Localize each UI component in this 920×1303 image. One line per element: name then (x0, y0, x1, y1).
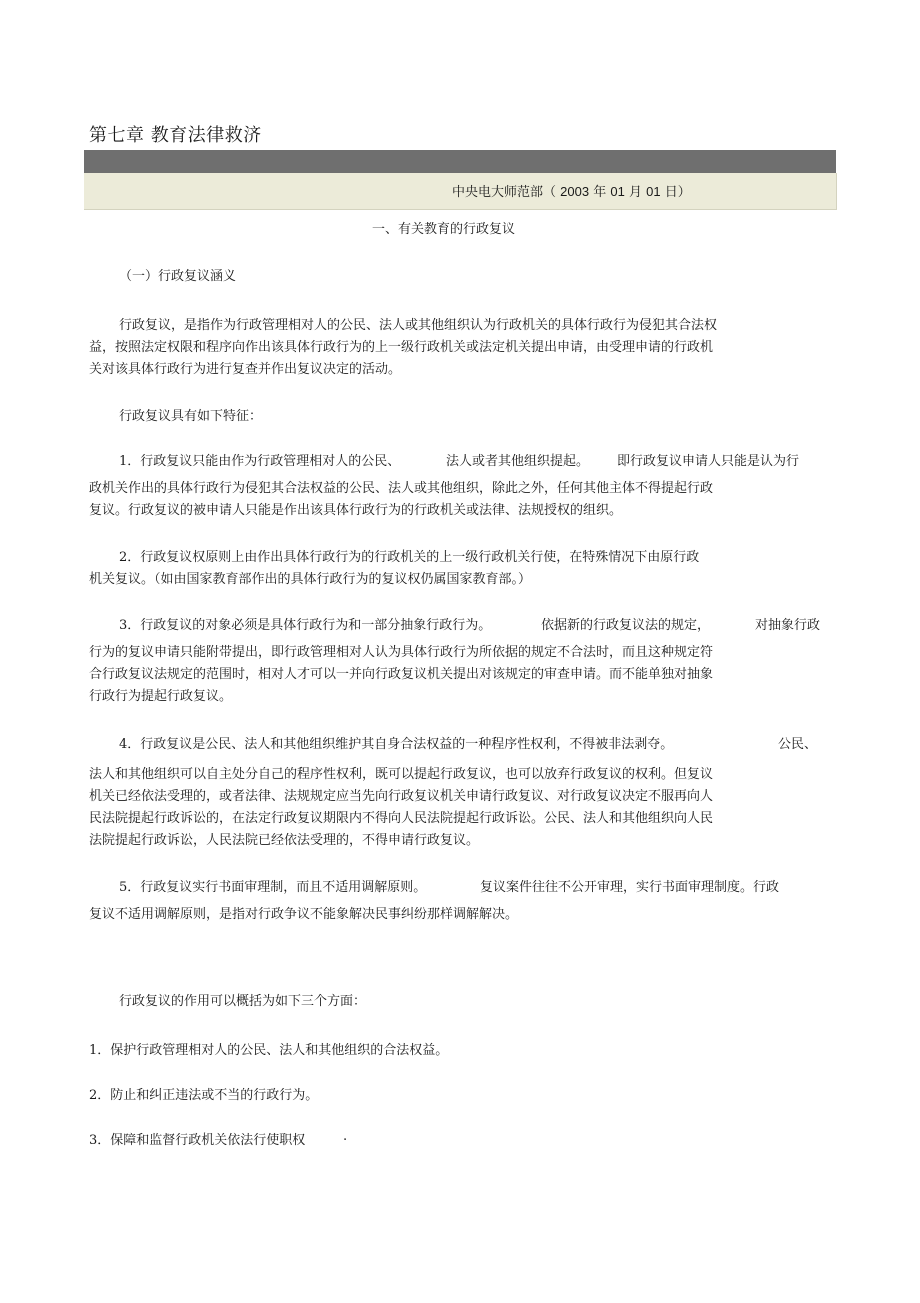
feature-2-line-2: 机关复议。（如由国家教育部作出的具体行政行为的复议权仍属国家教育部。） (89, 572, 532, 587)
feature-1-line-3: 复议。行政复议的被申请人只能是作出该具体行政行为的行政机关或法律、法规授权的组织。 (89, 503, 623, 518)
byline (452, 181, 691, 200)
byline-month: 01 (610, 184, 625, 199)
byline-month-char: 月 (628, 185, 642, 200)
role-item-2: 2．防止和纠正违法或不当的行政行为。 (89, 1088, 319, 1103)
role-item-3: 3．保障和监督行政机关依法行使职权 (89, 1133, 306, 1148)
feature-1-line-2: 政机关作出的具体行政行为侵犯其合法权益的公民、法人或其他组织，除此之外，任何其他主体不得提起行政 (89, 481, 714, 496)
header-bar (84, 150, 836, 173)
byline-day: 01 (646, 184, 661, 199)
feature-3-line-2: 行为的复议申请只能附带提出，即行政管理相对人认为具体行政行为所依据的规定不合法时，而且这种规定符 (89, 645, 714, 660)
feature-3-line-4: 行政行为提起行政复议。 (89, 689, 233, 704)
feature-3-line-3: 合行政复议法规定的范围时，相对人才可以一并向行政复议机关提出对该规定的审查申请。而不能单独对抽象 (89, 667, 714, 682)
role-item-1: 1．保护行政管理相对人的公民、法人和其他组织的合法权益。 (89, 1043, 449, 1058)
feature-1-part-b: 法人或者其他组织提起。 (446, 454, 590, 469)
feature-5-part-a: 5．行政复议实行书面审理制，而且不适用调解原则。 (119, 880, 427, 895)
byline-day-char: 日） (664, 185, 691, 200)
byline-year-char: 年 (593, 185, 607, 200)
page-title: 第七章 教育法律救济 (89, 125, 262, 146)
feature-3-part-c: 对抽象行政 (755, 618, 821, 633)
role-intro: 行政复议的作用可以概括为如下三个方面： (119, 994, 367, 1009)
feature-5-line-2: 复议不适用调解原则，是指对行政争议不能象解决民事纠纷那样调解解决。 (89, 907, 519, 922)
feature-1-part-c: 即行政复议申请人只能是认为行 (617, 454, 800, 469)
feature-4-line-4: 民法院提起行政诉讼的，在法定行政复议期限内不得向人民法院提起行政诉讼。公民、法人和其他组织向人民 (89, 811, 714, 826)
feature-4-part-a: 4．行政复议是公民、法人和其他组织维护其自身合法权益的一种程序性权利，不得被非法剥夺。 (119, 737, 674, 752)
role-item-3-end-mark: . (343, 1129, 348, 1144)
section-heading: 一、有关教育的行政复议 (372, 222, 516, 237)
feature-4-line-3: 机关已经依法受理的，或者法律、法规规定应当先向行政复议机关申请行政复议、对行政复议决定不服再向人 (89, 789, 714, 804)
feature-4-part-b: 公民、 (778, 737, 818, 752)
feature-1-part-a: 1．行政复议只能由作为行政管理相对人的公民、 (119, 454, 401, 469)
definition-line-1: 行政复议，是指作为行政管理相对人的公民、法人或其他组织认为行政机关的具体行政行为侵犯其合法权 (119, 318, 718, 333)
definition-line-3: 关对该具体行政行为进行复查并作出复议决定的活动。 (89, 362, 402, 377)
feature-4-line-2: 法人和其他组织可以自主处分自己的程序性权利，既可以提起行政复议，也可以放弃行政复议的权利。但复议 (89, 767, 714, 782)
feature-2-line-1: 2．行政复议权原则上由作出具体行政行为的行政机关的上一级行政机关行使，在特殊情况下由原行政 (119, 550, 700, 565)
subsection-heading: （一）行政复议涵义 (119, 269, 237, 284)
feature-3-part-b: 依据新的行政复议法的规定， (541, 618, 711, 633)
feature-4-line-5: 法院提起行政诉讼，人民法院已经依法受理的，不得申请行政复议。 (89, 833, 480, 848)
feature-5-part-b: 复议案件往往不公开审理，实行书面审理制度。行政 (480, 880, 780, 895)
byline-source: 中央电大师范部（ (452, 185, 557, 200)
features-intro: 行政复议具有如下特征： (119, 409, 263, 424)
feature-3-part-a: 3．行政复议的对象必须是具体行政行为和一部分抽象行政行为。 (119, 618, 492, 633)
byline-year: 2003 (560, 184, 590, 199)
definition-line-2: 益，按照法定权限和程序向作出该具体行政行为的上一级行政机关或法定机关提出申请，由受理申请的行政机 (89, 340, 714, 355)
